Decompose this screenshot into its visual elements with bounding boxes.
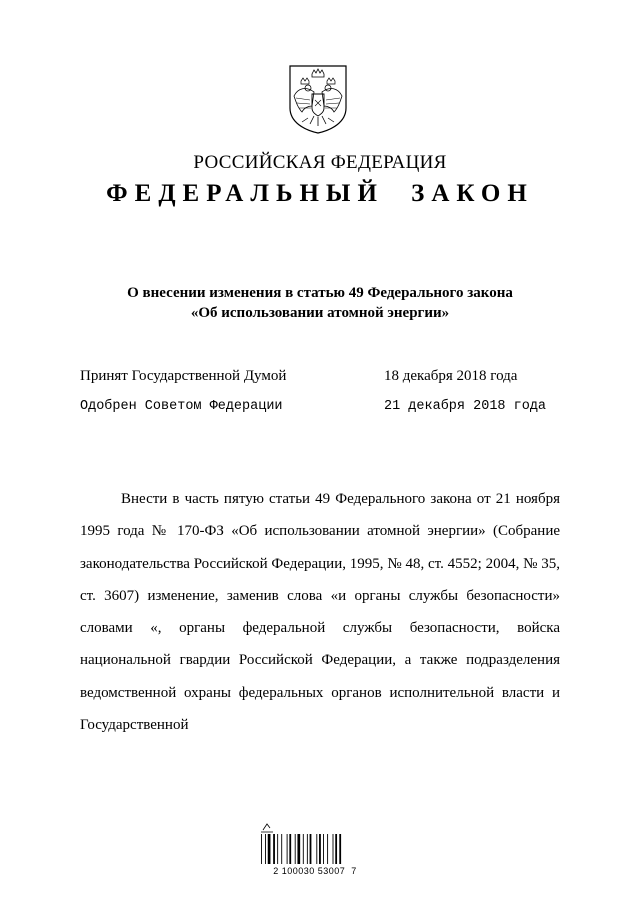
coat-of-arms-icon	[286, 64, 350, 134]
adoption-date: 18 декабря 2018 года	[384, 368, 518, 384]
adoption-date: 21 декабря 2018 года	[384, 399, 547, 414]
law-title-line-1: О внесении изменения в статью 49 Федерального закона	[127, 285, 513, 301]
country-name: РОССИЙСКАЯ ФЕДЕРАЦИЯ	[193, 152, 447, 173]
barcode-number: 2 100030 53007 7	[273, 866, 357, 876]
law-title	[0, 283, 640, 323]
barcode-mark-icon	[261, 824, 273, 832]
law-title-line-2: «Об использовании атомной энергии»	[190, 305, 450, 321]
adoption-label: Одобрен Советом Федерации	[80, 399, 283, 414]
barcode	[255, 820, 375, 886]
adoption-label: Принят Государственной Думой	[80, 368, 287, 384]
document-type: ФЕДЕРАЛЬНЫЙ ЗАКОН	[106, 180, 534, 207]
law-body-paragraph: Внести в часть пятую статьи 49 Федерального закона от 21 ноября 1995 года № 170-ФЗ «Об использовании атомной энергии» (Собрание законодательства Российской Федерации, 1995, № 48, ст. 4552; 2004, № 35, ст. 3607) изменение, заменив слова «и органы службы безопасности» словами «, органы федеральной службы безопасности, войска национальной гвардии Российской Федерации, а также подразделения ведомственной охраны федеральных органов исполнительной власти и Государственной	[80, 491, 560, 734]
